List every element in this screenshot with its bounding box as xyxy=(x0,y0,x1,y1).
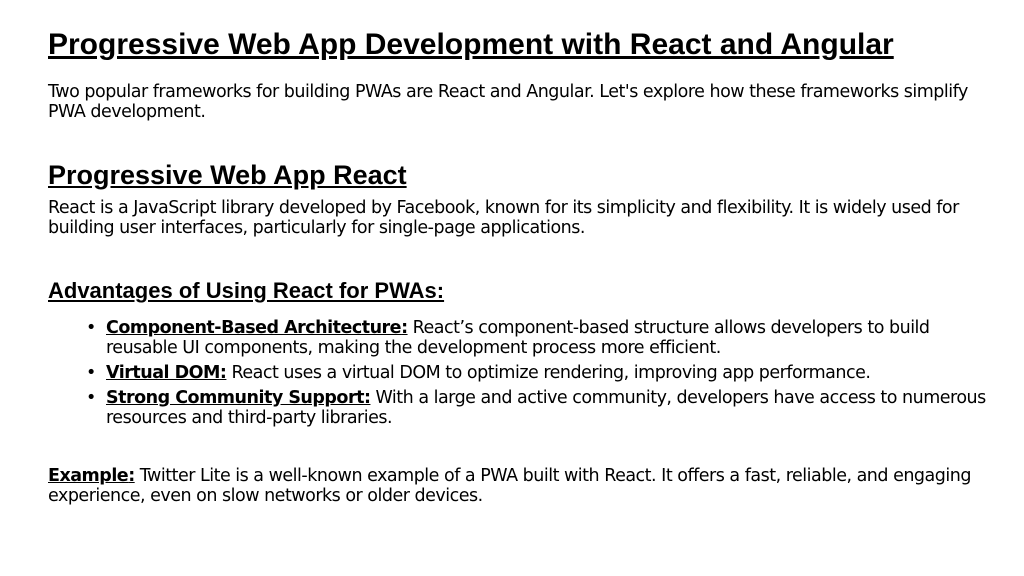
list-item xyxy=(86,363,988,383)
section-heading: Progressive Web App React xyxy=(48,160,407,190)
advantage-term: Virtual DOM xyxy=(106,363,220,383)
list-item xyxy=(86,318,988,358)
advantage-text: React’s component-based structure allows developers to build reusable UI components, making the development process more efficient. xyxy=(106,318,930,358)
page-title: Progressive Web App Development with React and Angular xyxy=(48,28,894,61)
advantages-list xyxy=(48,318,988,428)
list-item xyxy=(86,388,988,428)
bullet-icon: • xyxy=(86,318,96,338)
advantage-term: Strong Community Support xyxy=(106,388,364,408)
advantage-text: With a large and active community, developers have access to numerous resources and third-party libraries. xyxy=(106,388,986,428)
advantage-term: Component-Based Architecture xyxy=(106,318,402,338)
section-description: React is a JavaScript library developed by Facebook, known for its simplicity and flexibility. It is widely used for building user interfaces, particularly for single-page applications. xyxy=(48,198,959,238)
example-text: Twitter Lite is a well-known example of a PWA built with React. It offers a fast, reliable, and engaging experience, even on slow networks or older devices. xyxy=(48,466,971,506)
advantage-text: React uses a virtual DOM to optimize rendering, improving app performance. xyxy=(226,363,871,383)
bullet-icon: • xyxy=(86,388,96,408)
term-separator: : xyxy=(401,318,408,338)
slide-content xyxy=(48,30,988,506)
intro-paragraph: Two popular frameworks for building PWAs are React and Angular. Let's explore how these frameworks simplify PWA development. xyxy=(48,82,968,122)
bullet-icon: • xyxy=(86,363,96,383)
advantages-heading: Advantages of Using React for PWAs: xyxy=(48,278,445,303)
term-separator: : xyxy=(363,388,371,408)
example-paragraph xyxy=(48,466,988,506)
term-separator: : xyxy=(219,363,227,383)
example-label: Example xyxy=(48,466,129,486)
example-separator: : xyxy=(128,466,135,486)
